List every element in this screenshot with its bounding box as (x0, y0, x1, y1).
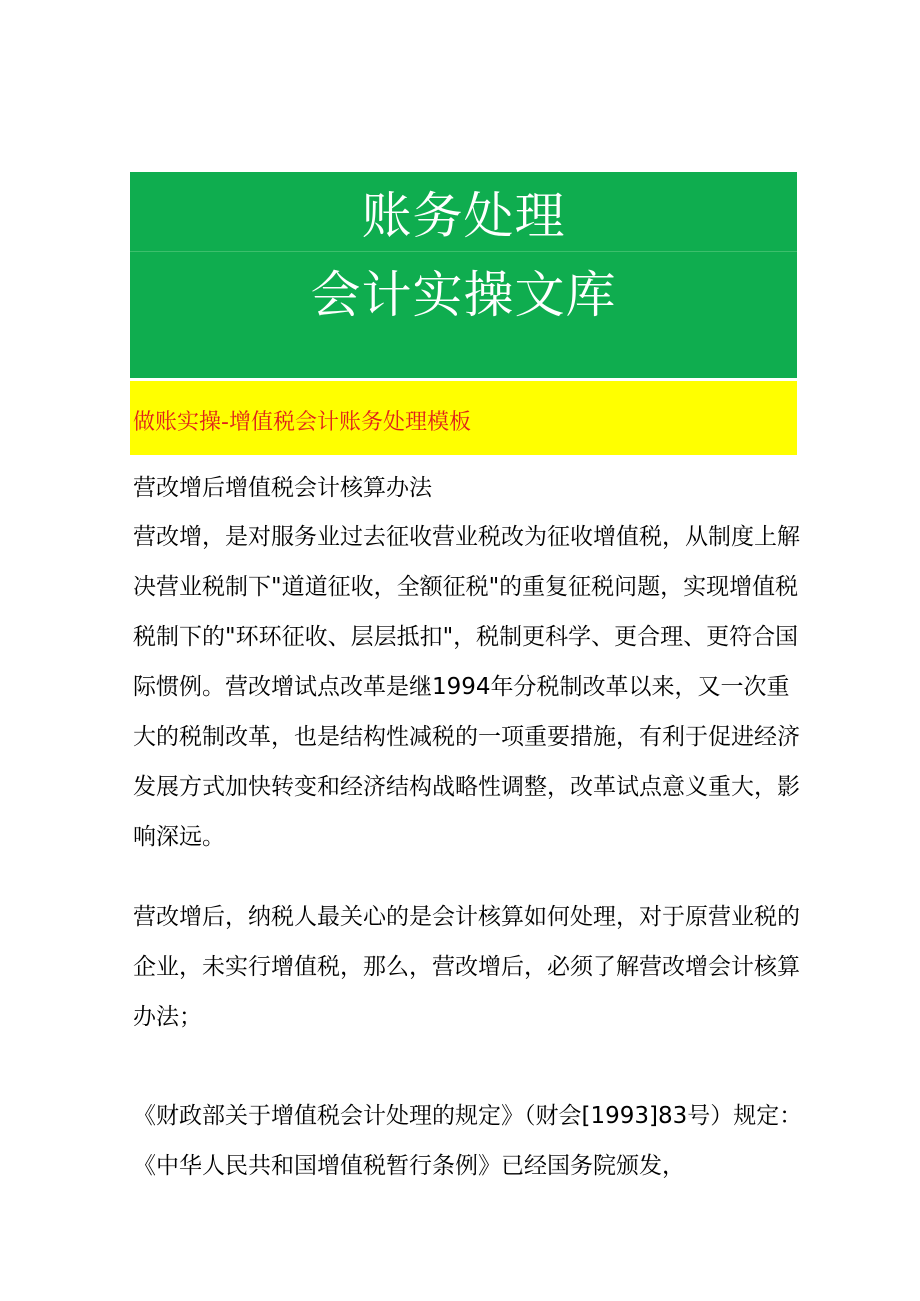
paragraph-3 (133, 1097, 802, 1197)
paragraph-line: 税制下的"环环征收、层层抵扣"，税制更科学、更合理、更符合国 (133, 624, 799, 650)
paragraph-line: 决营业税制下"道道征收，全额征税"的重复征税问题，实现增值税 (133, 574, 799, 600)
paragraph-line: 营改增，是对服务业过去征收营业税改为征收增值税，从制度上解 (133, 524, 800, 550)
paragraph-line: 际惯例。营改增试点改革是继1994年分税制改革以来，又一次重 (133, 674, 790, 700)
section-heading: 营改增后增值税会计核算办法 (133, 475, 432, 501)
banner-title-line1: 账务处理 (361, 187, 566, 245)
banner-divider (130, 251, 797, 252)
paragraph-line: 《中华人民共和国增值税暂行条例》已经国务院颁发， (133, 1153, 685, 1179)
document-subtitle: 做账实操-增值税会计账务处理模板 (133, 410, 471, 435)
paragraph-line: 发展方式加快转变和经济结构战略性调整，改革试点意义重大，影 (133, 774, 800, 800)
banner-title-line2: 会计实操文库 (310, 266, 617, 324)
paragraph-line: 营改增后，纳税人最关心的是会计核算如何处理，对于原营业税的 (133, 904, 800, 930)
highlight-bar (130, 381, 797, 455)
paragraph-line: 响深远。 (133, 824, 225, 850)
paragraph-line: 《财政部关于增值税会计处理的规定》（财会[1993]83号）规定： (133, 1103, 803, 1129)
title-banner (130, 172, 797, 378)
paragraph-line: 大的税制改革，也是结构性减税的一项重要措施，有利于促进经济 (133, 724, 800, 750)
paragraph-1 (133, 518, 800, 868)
paragraph-line: 企业，未实行增值税，那么，营改增后，必须了解营改增会计核算 (133, 954, 800, 980)
paragraph-line: 办法； (133, 1004, 202, 1030)
paragraph-2 (133, 898, 800, 1048)
